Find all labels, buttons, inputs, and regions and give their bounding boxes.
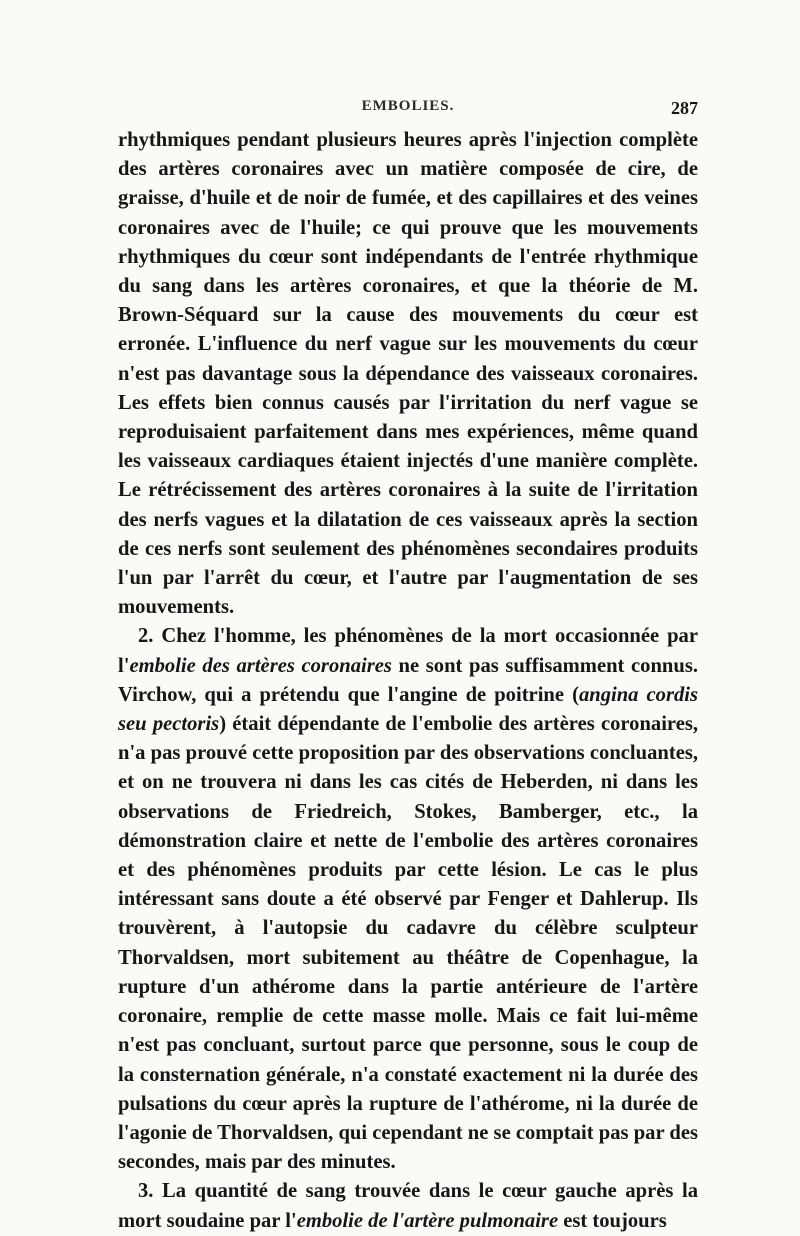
emphasis-text: embolie de l'artère pulmonaire xyxy=(296,1209,559,1232)
emphasis-text: embolie des artères coronaires xyxy=(129,654,392,677)
paragraph-text: rhythmiques pendant plusieurs heures après l'injection complète des artères coronaires avec un matière composée de cire, de graisse, d'huile et de noir de fumée, et des capillaires et des veines coronaires avec de l'huile; ce qui prouve que les mouvements rhythmiques du cœur sont indépendants de l'entrée rhythmique du sang dans les artères coronaires, et que la théorie de M. Brown-Séquard sur la cause des mouvements du cœur est erronée. L'influence du nerf vague sur les mouvements du cœur n'est pas davantage sous la dépendance des vaisseaux coronaires. Les effets bien connus causés par l'irritation du nerf vague se reproduisaient parfaitement dans mes expériences, même quand les vaisseaux cardiaques étaient injectés d'une manière complète. Le rétrécissement des artères coronaires à la suite de l'irritation des nerfs vagues et la dilatation de ces vaisseaux après la section de ces nerfs sont seulement des phénomènes secondaires produits l'un par l'arrêt du cœur, et l'autre par l'augmentation de ses mouvements. xyxy=(118,129,698,619)
page-header xyxy=(118,98,698,122)
paragraph-text: est toujours xyxy=(558,1209,667,1232)
page-number: 287 xyxy=(671,98,698,118)
paragraph-text: 2. Chez l'homme, les phénomènes de la mort occasionnée par l' xyxy=(118,625,698,677)
paragraph-continuation xyxy=(118,126,698,622)
body-text xyxy=(118,126,698,1236)
running-title: EMBOLIES. xyxy=(361,98,455,114)
paragraph-text: ) était dépendante de l'embolie des artères coronaires, n'a pas prouvé cette proposition par des observations concluantes, et on ne trouvera ni dans les cas cités de Heberden, ni dans les observations de Friedreich, Stokes, Bamberger, etc., la démonstration claire et nette de l'embolie des artères coronaires et des phénomènes produits par cette lésion. Le cas le plus intéressant sans doute a été observé par Fenger et Dahlerup. Ils trouvèrent, à l'autopsie du cadavre du célèbre sculpteur Thorvaldsen, mort subitement au théâtre de Copenhague, la rupture d'un athérome dans la partie antérieure de l'artère coronaire, remplie de cette masse molle. Mais ce fait lui-même n'est pas concluant, surtout parce que personne, sous le coup de la consternation générale, n'a constaté exactement ni la durée des pulsations du cœur après la rupture de l'athérome, ni la durée de l'agonie de Thorvaldsen, qui cependant ne se comptait pas par des secondes, mais par des minutes. xyxy=(118,713,698,1174)
emphasis-text: angina cordis seu pectoris xyxy=(118,683,698,736)
paragraph-text: ne sont pas suffisamment connus. Virchow, qui a prétendu que l'angine de poitrine ( xyxy=(118,654,698,706)
paragraph-text: 3. La quantité de sang trouvée dans le cœur gauche après la mort soudaine par l' xyxy=(118,1180,698,1232)
paragraph-3 xyxy=(118,1177,698,1235)
paragraph-2 xyxy=(118,622,698,1177)
